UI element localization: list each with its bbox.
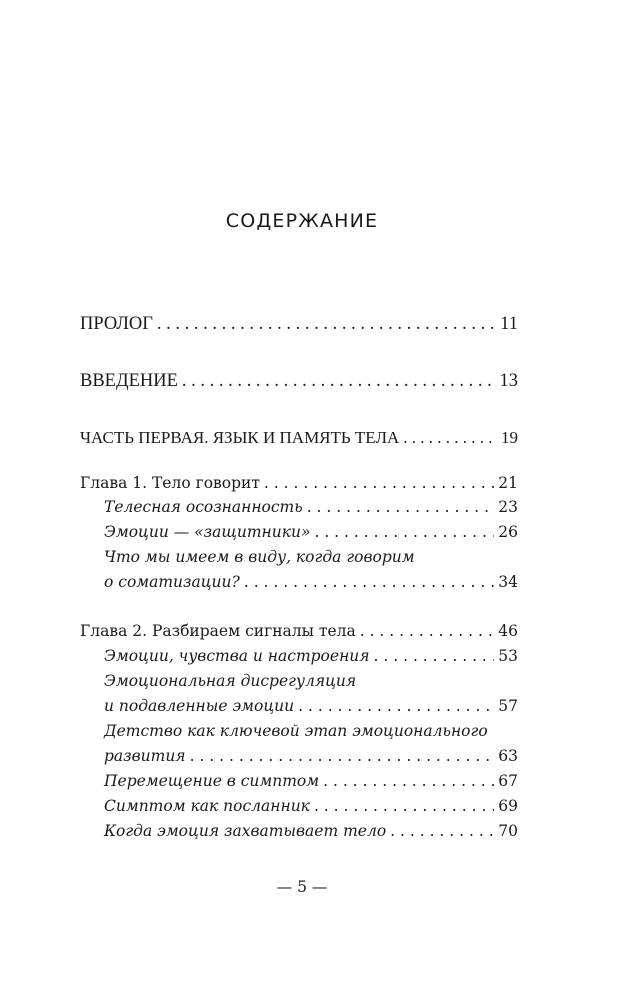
toc-title: ВВЕДЕНИЕ <box>80 371 178 391</box>
toc-entry-ch1-emotions-defenders[interactable] <box>104 523 518 541</box>
dot-leader <box>360 622 494 640</box>
toc-entry-introduction[interactable] <box>80 371 518 392</box>
dot-leader <box>190 747 494 765</box>
toc-page-number: 34 <box>498 573 518 591</box>
toc-entry-ch2-symptom-messenger[interactable] <box>104 797 518 815</box>
dot-leader <box>298 697 494 715</box>
toc-title: и подавленные эмоции <box>104 697 295 715</box>
toc-entry-chapter-1[interactable] <box>80 474 518 492</box>
toc-page-number: 19 <box>501 428 518 447</box>
toc-page-number: 11 <box>500 314 518 334</box>
toc-entry-ch2-moving-to-symptom[interactable] <box>104 772 518 790</box>
dot-leader <box>403 428 494 448</box>
toc-entry-ch2-dysregulation-line1[interactable]: Эмоциональная дисрегуляция <box>104 672 357 690</box>
toc-entry-chapter-2[interactable] <box>80 622 518 640</box>
toc-entry-prologue[interactable] <box>80 314 518 335</box>
page-title: СОДЕРЖАНИЕ <box>225 210 379 232</box>
toc-title: Телесная осознанность <box>104 498 303 516</box>
toc-page-number: 57 <box>498 697 518 715</box>
toc-title: Симптом как посланник <box>104 797 310 815</box>
toc-page-number: 26 <box>498 523 518 541</box>
toc-entry-ch2-emotion-takes-body[interactable] <box>104 822 518 840</box>
toc-entry-ch2-childhood[interactable] <box>104 747 518 765</box>
toc-page-number: 46 <box>498 622 518 640</box>
toc-page-number: 70 <box>498 822 518 840</box>
dot-leader <box>314 523 494 541</box>
toc-entry-ch2-dysregulation[interactable] <box>104 697 518 715</box>
toc-title: Эмоции, чувства и настроения <box>104 647 370 665</box>
toc-title: ПРОЛОГ <box>80 314 153 334</box>
toc-entry-part-one[interactable] <box>80 428 518 448</box>
dot-leader <box>157 314 494 335</box>
toc-entry-ch2-childhood-line1[interactable]: Детство как ключевой этап эмоционального <box>104 722 488 740</box>
dot-leader <box>182 371 494 392</box>
toc-title: ЧАСТЬ ПЕРВАЯ. ЯЗЫК И ПАМЯТЬ ТЕЛА <box>80 428 400 447</box>
toc-title: Глава 1. Тело говорит <box>80 474 260 492</box>
dot-leader <box>264 474 494 492</box>
toc-title: развития <box>104 747 186 765</box>
toc-page-number: 63 <box>498 747 518 765</box>
dot-leader <box>244 573 494 591</box>
dot-leader <box>390 822 494 840</box>
toc-title: Когда эмоция захватывает тело <box>104 822 387 840</box>
dot-leader <box>374 647 494 665</box>
toc-page-number: 13 <box>499 371 518 391</box>
toc-title: Глава 2. Разбираем сигналы тела <box>80 622 356 640</box>
dot-leader <box>314 797 494 815</box>
page-number-footer: — 5 — <box>276 878 328 896</box>
toc-entry-ch1-somatization[interactable] <box>104 573 518 591</box>
toc-entry-ch2-emotions-feelings[interactable] <box>104 647 518 665</box>
toc-title: о соматизации? <box>104 573 240 591</box>
toc-page-number: 67 <box>498 772 518 790</box>
toc-title: Эмоции — «защитники» <box>104 523 311 541</box>
toc-entry-ch1-somatization-line1[interactable]: Что мы имеем в виду, когда говорим <box>104 548 415 566</box>
toc-title: Перемещение в симптом <box>104 772 320 790</box>
dot-leader <box>307 498 494 516</box>
dot-leader <box>323 772 494 790</box>
toc-page-number: 21 <box>498 474 518 492</box>
toc-page-number: 23 <box>498 498 518 516</box>
toc-page-number: 69 <box>498 797 518 815</box>
toc-page-number: 53 <box>498 647 518 665</box>
toc-entry-ch1-body-awareness[interactable] <box>104 498 518 516</box>
